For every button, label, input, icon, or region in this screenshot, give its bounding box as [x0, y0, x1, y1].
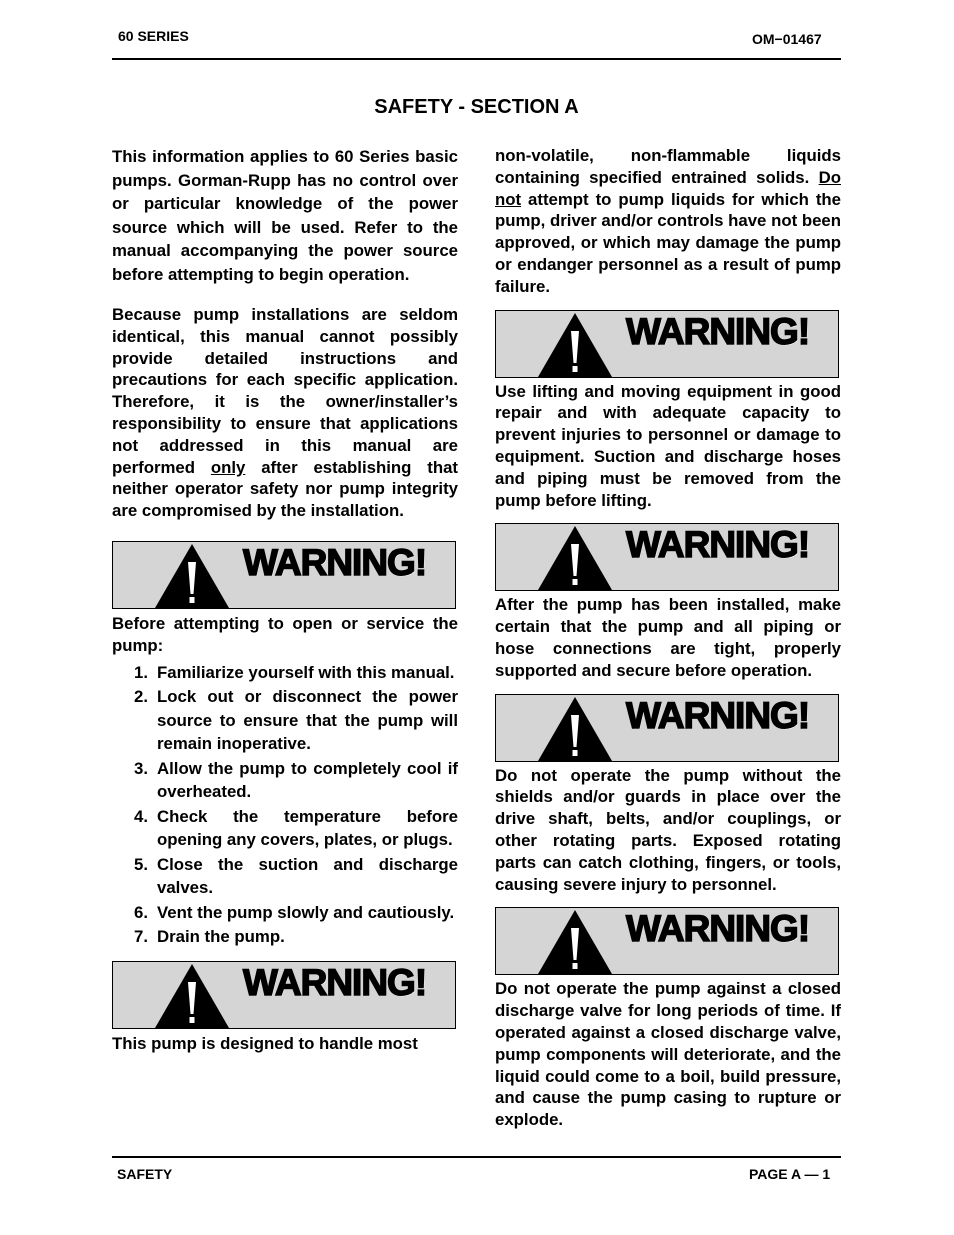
step-number: 5.: [134, 854, 148, 874]
header-series: 60 SERIES: [118, 28, 189, 44]
warning-label: WARNING!: [626, 694, 810, 736]
warning-label: WARNING!: [243, 961, 427, 1003]
step-text: Drain the pump.: [157, 927, 285, 947]
warning-box-1: [112, 541, 456, 609]
list-item: [112, 805, 458, 852]
step-text: Vent the pump slowly and cautiously.: [157, 902, 455, 922]
warning-box-4: [495, 523, 839, 591]
header-doc-number: OM−01467: [752, 31, 822, 47]
installation-underlined: only: [210, 457, 246, 477]
step-number: 1.: [134, 662, 148, 682]
footer-page-number: PAGE A — 1: [749, 1166, 831, 1182]
warning-1-intro: Before attempting to open or service the pump:: [112, 613, 458, 655]
footer-rule: [112, 1156, 841, 1158]
service-steps-list: [112, 661, 458, 949]
continued-text-b: attempt to pump liquids for which the pump, driver and/or controls have not been approved, or which may damage the pump or endanger personnel as a result of pump failure.: [495, 189, 841, 296]
warning-box-3: [495, 310, 839, 378]
header-rule: [112, 58, 841, 60]
right-column: [495, 145, 841, 1131]
step-text: Check the temperature before opening any covers, plates, or plugs.: [157, 806, 458, 850]
warning-6-text: Do not operate the pump against a closed discharge valve for long periods of time. If operated against a closed discharge valve, pump components will deteriorate, and the liquid could come to a boil, build pressure, and cause the pump casing to rupture or explode.: [495, 979, 841, 1130]
warning-triangle-icon: [153, 542, 231, 610]
continued-paragraph: [495, 145, 841, 298]
step-number: 4.: [134, 806, 148, 826]
step-text: Lock out or disconnect the power source to ensure that the pump will remain inoperative.: [157, 687, 458, 754]
step-text: Familiarize yourself with this manual.: [157, 662, 455, 682]
list-item: [112, 853, 458, 900]
left-column: [112, 145, 458, 1054]
warning-3-text: Use lifting and moving equipment in good repair and with adequate capacity to prevent injuries to personnel or damage to equipment. Suction and discharge hoses and piping must be removed from the pump before lifting.: [495, 381, 841, 510]
step-text: Allow the pump to completely cool if overheated.: [157, 758, 458, 802]
warning-triangle-icon: [536, 908, 614, 976]
intro-paragraph: This information applies to 60 Series basic pumps. Gorman-Rupp has no control over or particular knowledge of the power source which will be used. Refer to the manual accompanying the power source before attempting to begin operation.: [112, 147, 458, 284]
list-item: [112, 925, 458, 949]
warning-5-text: Do not operate the pump without the shields and/or guards in place over the drive shaft, belts, and/or couplings, or other rotating parts. Exposed rotating parts can catch clothing, fingers, or tools, causing severe injury to personnel.: [495, 765, 841, 894]
list-item: [112, 685, 458, 756]
warning-label: WARNING!: [243, 541, 427, 583]
warning-triangle-icon: [536, 524, 614, 592]
step-number: 7.: [134, 927, 148, 947]
list-item: [112, 661, 458, 685]
warning-2-text: This pump is designed to handle most: [112, 1033, 418, 1053]
warning-label: WARNING!: [626, 310, 810, 352]
continued-text-a: non-volatile, non-flammable liquids containing specified entrained solids.: [495, 146, 841, 187]
warning-box-2: [112, 961, 456, 1029]
list-item: [112, 757, 458, 804]
warning-label: WARNING!: [626, 524, 810, 566]
warning-label: WARNING!: [626, 908, 810, 950]
warning-4-text: After the pump has been installed, make certain that the pump and all piping or hose connections are tight, properly supported and secure before operation.: [495, 595, 841, 680]
warning-box-6: [495, 907, 839, 975]
warning-triangle-icon: [536, 311, 614, 379]
warning-triangle-icon: [153, 962, 231, 1030]
installation-text-b: after establishing that neither operator safety nor pump integrity are compromised by the installation.: [112, 457, 458, 521]
page-title: SAFETY - SECTION A: [374, 96, 579, 118]
installation-paragraph: [112, 304, 458, 522]
installation-text-a: Because pump installations are seldom identical, this manual cannot possibly provide detailed instructions and precautions for each specific application. Therefore, it is the owner/installer’s responsibility to ensure that applications not addressed in this manual are performed: [112, 305, 458, 477]
step-number: 2.: [134, 687, 148, 707]
footer-section: SAFETY: [117, 1166, 173, 1182]
warning-triangle-icon: [536, 695, 614, 763]
list-item: [112, 901, 458, 925]
step-number: 3.: [134, 758, 148, 778]
warning-box-5: [495, 694, 839, 762]
step-number: 6.: [134, 902, 148, 922]
continued-underlined: Do not: [495, 167, 841, 209]
step-text: Close the suction and discharge valves.: [157, 854, 458, 898]
